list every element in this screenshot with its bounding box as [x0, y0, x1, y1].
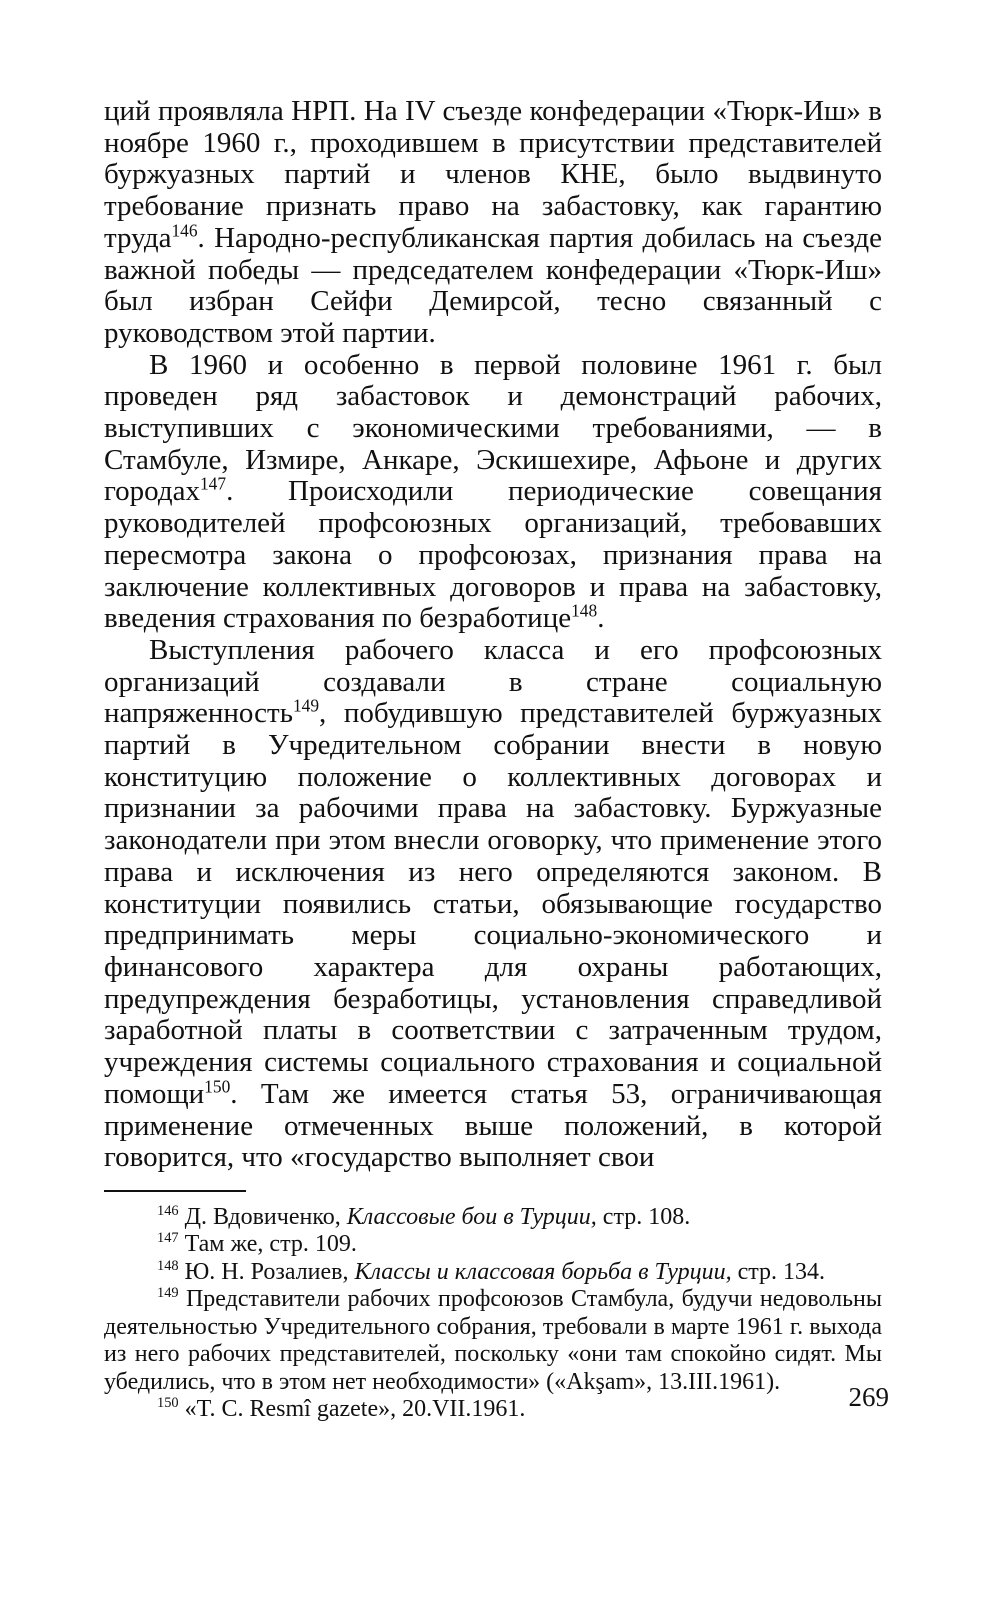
text-run: Там же, стр. 109. — [178, 1231, 357, 1258]
footnotes — [104, 1204, 882, 1424]
text-run: . — [597, 602, 605, 635]
footnote-number: 149 — [157, 1285, 179, 1302]
text-run: . Происходили периодические совещания руководителей профсоюзных организаций, требовавших пересмотра закона о профсоюзах, признания права на заключение коллективных договоров и права на забастовку, введения страхования по безработице — [104, 475, 882, 635]
text-run: стр. 108. — [596, 1203, 691, 1230]
footnote — [104, 1396, 882, 1424]
italic-title: Классовые бои в Турции, — [346, 1203, 597, 1230]
footnote — [104, 1231, 882, 1259]
footnote-ref: 148 — [571, 600, 598, 621]
footnote-divider — [104, 1190, 246, 1192]
text-run: «T. C. Resmî gazete», 20.VII.1961. — [178, 1396, 526, 1423]
page-number: 269 — [848, 1382, 889, 1412]
text-run: Ю. Н. Розалиев, — [178, 1258, 355, 1285]
footnote-ref: 149 — [292, 695, 320, 716]
text-run: , побудившую представителей буржуазных партий в Учредительном собрании внести в новую конституцию положение о коллективных договорах и признании за рабочими права на забастовку. Буржуазные законодатели при этом внесли оговорку, что применение этого права и исключения из него определяются законом. В конституции появились статьи, обязывающие государство предпринимать меры социально-экономического и финансового характера для охраны работающих, предупреждения безработицы, установления справедливой заработной платы в соответствии с затраченным трудом, учреждения системы социального страхования и социальной помощи — [104, 697, 882, 1110]
footnote-number: 146 — [157, 1202, 179, 1219]
text-run: Представители рабочих профсоюзов Стамбула, будучи недовольны деятельностью Учредительного собрания, требовали в марте 1961 г. выхода из него рабочих представителей, поскольку «они там спокойно сидят. Мы убедились, что в этом нет необходимости» («Akşam», 13.III.1961). — [104, 1286, 882, 1395]
text-run: ций проявляла НРП. На IV съезде конфедерации «Тюрк-Иш» в ноябре 1960 г., проходившем в присутствии представителей буржуазных партий и членов КНЕ, было выдвинуто требование признать право на забастовку, как гарантию труда — [104, 95, 882, 254]
footnote-ref: 150 — [204, 1076, 231, 1097]
footnote-number: 147 — [157, 1230, 179, 1247]
footnote — [104, 1259, 882, 1287]
footnote — [104, 1286, 882, 1396]
paragraph — [104, 96, 882, 350]
italic-title: Классы и классовая борьба в Турции, — [354, 1258, 732, 1285]
text-run: Выступления рабочего класса и его профсоюзных организаций создавали в стране социальную напряженность — [104, 633, 882, 730]
footnote-number: 150 — [157, 1395, 179, 1412]
text-run: Д. Вдовиченко, — [178, 1203, 347, 1230]
main-text — [104, 96, 882, 1174]
paragraph — [104, 350, 882, 635]
text-run: . Народно-республиканская партия добилась на съезде важной победы — председателем конфедерации «Тюрк-Иш» был избран Сейфи Демирсой, тесно связанный с руководством этой партии. — [104, 221, 882, 349]
paragraph — [104, 635, 882, 1174]
footnote-number: 148 — [157, 1257, 179, 1274]
text-run: . Там же имеется статья 53, ограничивающая применение отмеченных выше положений, в которой говорится, что «государство выполняет свои — [104, 1077, 882, 1174]
footnote-ref: 147 — [199, 473, 227, 494]
page-body — [104, 96, 882, 1424]
text-run: В 1960 и особенно в первой половине 1961 г. был проведен ряд забастовок и демонстраций рабочих, выступивших с экономическими требованиями, — в Стамбуле, Измире, Анкаре, Эскишехире, Афьоне и других городах — [104, 348, 882, 508]
footnote-ref: 146 — [171, 220, 198, 241]
text-run: стр. 134. — [731, 1258, 826, 1285]
footnote — [104, 1204, 882, 1232]
